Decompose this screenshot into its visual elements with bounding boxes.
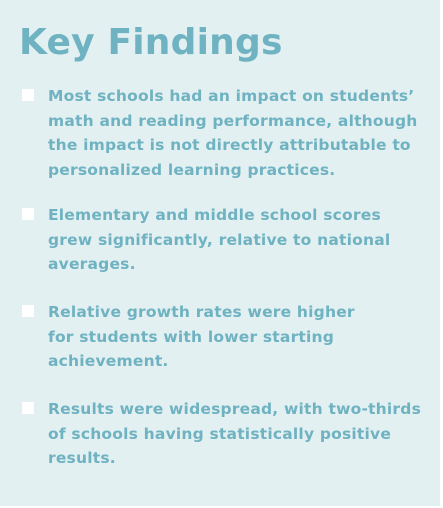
panel-title: Key Findings	[19, 22, 283, 63]
finding-text: Relative growth rates were higher for students with lower starting achievement.	[48, 303, 355, 370]
square-bullet-icon	[22, 208, 34, 220]
finding-text: Results were widespread, with two-thirds of schools having statistically positive results.	[48, 400, 421, 467]
square-bullet-icon	[22, 402, 34, 414]
finding-text: Most schools had an impact on students’ math and reading performance, although the impact is not directly attributable to personalized learning practices.	[48, 87, 418, 179]
square-bullet-icon	[22, 305, 34, 317]
finding-text: Elementary and middle school scores grew significantly, relative to national averages.	[48, 206, 391, 273]
square-bullet-icon	[22, 89, 34, 101]
